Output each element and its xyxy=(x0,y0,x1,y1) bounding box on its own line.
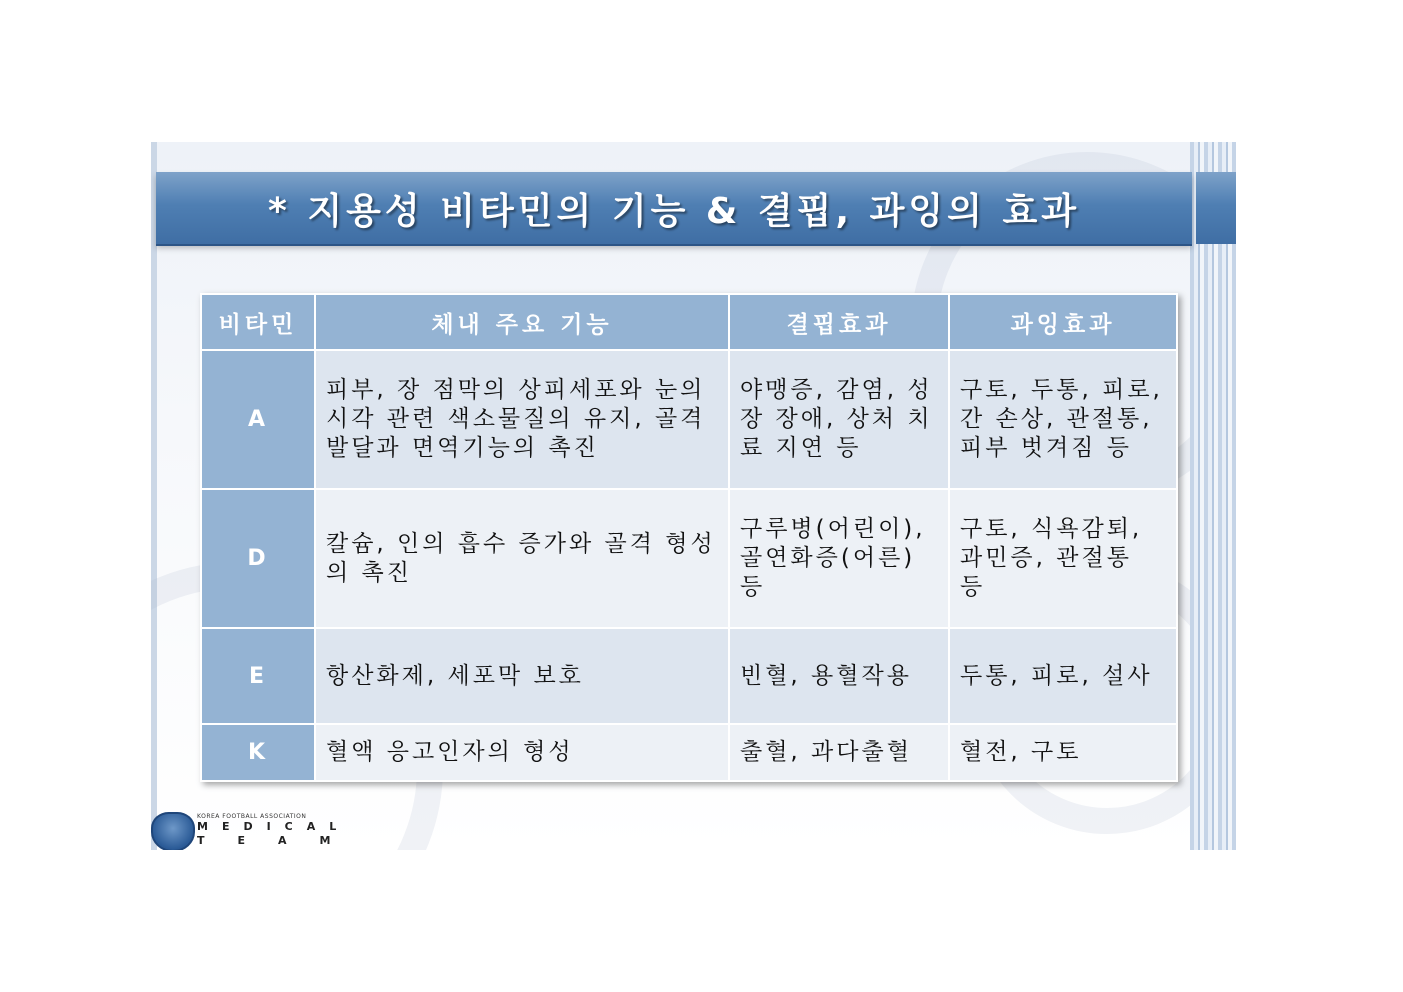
header-function: 체내 주요 기능 xyxy=(315,294,729,350)
kfa-emblem-icon xyxy=(151,812,195,850)
title-bar-extension xyxy=(1196,172,1236,244)
logo-association-text: KOREA FOOTBALL ASSOCIATION xyxy=(197,813,307,820)
function-cell: 피부, 장 점막의 상피세포와 눈의 시각 관련 색소물질의 유지, 골격 발달과 면역기능의 촉진 xyxy=(315,350,729,489)
deficiency-cell: 출혈, 과다출혈 xyxy=(729,724,949,781)
vitamin-cell: E xyxy=(201,628,315,724)
logo-team-text: TEAM xyxy=(197,834,364,847)
medical-team-logo xyxy=(151,810,364,850)
function-cell: 항산화제, 세포막 보호 xyxy=(315,628,729,724)
header-deficiency: 결핍효과 xyxy=(729,294,949,350)
vitamin-cell: K xyxy=(201,724,315,781)
vitamin-cell: A xyxy=(201,350,315,489)
right-decorative-stripes xyxy=(1190,142,1236,850)
deficiency-cell: 빈혈, 용혈작용 xyxy=(729,628,949,724)
vitamin-cell: D xyxy=(201,489,315,628)
table-row xyxy=(201,628,1177,724)
excess-cell: 두통, 피로, 설사 xyxy=(949,628,1177,724)
function-cell: 혈액 응고인자의 형성 xyxy=(315,724,729,781)
slide xyxy=(151,142,1236,850)
deficiency-cell: 구루병(어린이), 골연화증(어른) 등 xyxy=(729,489,949,628)
slide-title: * 지용성 비타민의 기능 & 결핍, 과잉의 효과 xyxy=(267,190,1081,232)
table-row xyxy=(201,724,1177,781)
deficiency-cell: 야맹증, 감염, 성장 장애, 상처 치료 지연 등 xyxy=(729,350,949,489)
excess-cell: 구토, 두통, 피로, 간 손상, 관절통, 피부 벗겨짐 등 xyxy=(949,350,1177,489)
excess-cell: 혈전, 구토 xyxy=(949,724,1177,781)
header-excess: 과잉효과 xyxy=(949,294,1177,350)
excess-cell: 구토, 식욕감퇴, 과민증, 관절통 등 xyxy=(949,489,1177,628)
vitamin-table xyxy=(200,293,1178,782)
function-cell: 칼슘, 인의 흡수 증가와 골격 형성의 촉진 xyxy=(315,489,729,628)
table-row xyxy=(201,489,1177,628)
header-vitamin: 비타민 xyxy=(201,294,315,350)
table-row xyxy=(201,350,1177,489)
table-header-row xyxy=(201,294,1177,350)
title-bar xyxy=(156,172,1192,244)
logo-medical-text: MEDICAL xyxy=(197,820,351,833)
